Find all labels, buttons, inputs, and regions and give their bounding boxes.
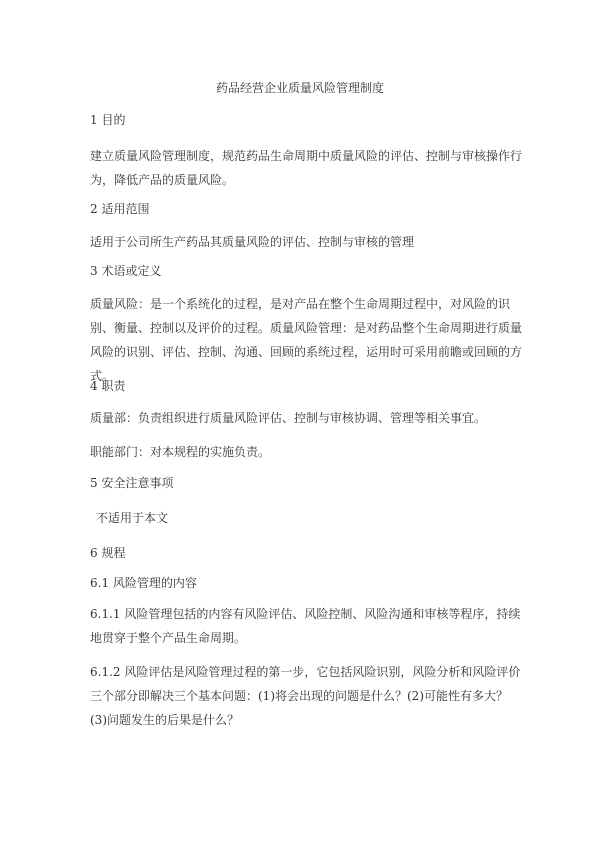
- section-heading-responsibility: 4 职责: [90, 379, 126, 393]
- section-heading-risk-content: 6.1 风险管理的内容: [90, 576, 197, 590]
- section-heading-procedure: 6 规程: [90, 546, 126, 560]
- paragraph-6-1-1: 6.1.1 风险管理包括的内容有风险评估、风险控制、风险沟通和审核等程序，持续地贯穿于整个产品生命周期。: [90, 607, 521, 645]
- paragraph-terms: 质量风险：是一个系统化的过程，是对产品在整个生命周期过程中，对风险的识别、衡量、控制以及评价的过程。质量风险管理：是对药品整个生命周期进行质量风险的识别、评估、控制、沟通、回顾的系统过程，运用时可采用前瞻或回顾的方式。: [90, 297, 523, 383]
- paragraph-functional-dept: 职能部门：对本规程的实施负责。: [90, 445, 271, 459]
- section-heading-purpose: 1 目的: [90, 113, 126, 127]
- section-heading-safety: 5 安全注意事项: [90, 476, 174, 490]
- paragraph-scope: 适用于公司所生产药品其质量风险的评估、控制与审核的管理: [90, 235, 415, 249]
- section-heading-terms: 3 术语或定义: [90, 264, 162, 278]
- paragraph-safety: 不适用于本文: [96, 511, 169, 525]
- paragraph-6-1-2: 6.1.2 风险评估是风险管理过程的第一步，它包括风险识别，风险分析和风险评价三个部分即解决三个基本问题：(1)将会出现的问题是什么？(2)可能性有多大？(3)问题发生的后果是什么？: [90, 665, 521, 727]
- paragraph-purpose: 建立质量风险管理制度，规范药品生命周期中质量风险的评估、控制与审核操作行为，降低产品的质量风险。: [90, 149, 523, 187]
- paragraph-quality-dept: 质量部：负责组织进行质量风险评估、控制与审核协调、管理等相关事宜。: [90, 411, 487, 425]
- section-heading-scope: 2 适用范围: [90, 202, 150, 216]
- document-title: 药品经营企业质量风险管理制度: [215, 81, 384, 95]
